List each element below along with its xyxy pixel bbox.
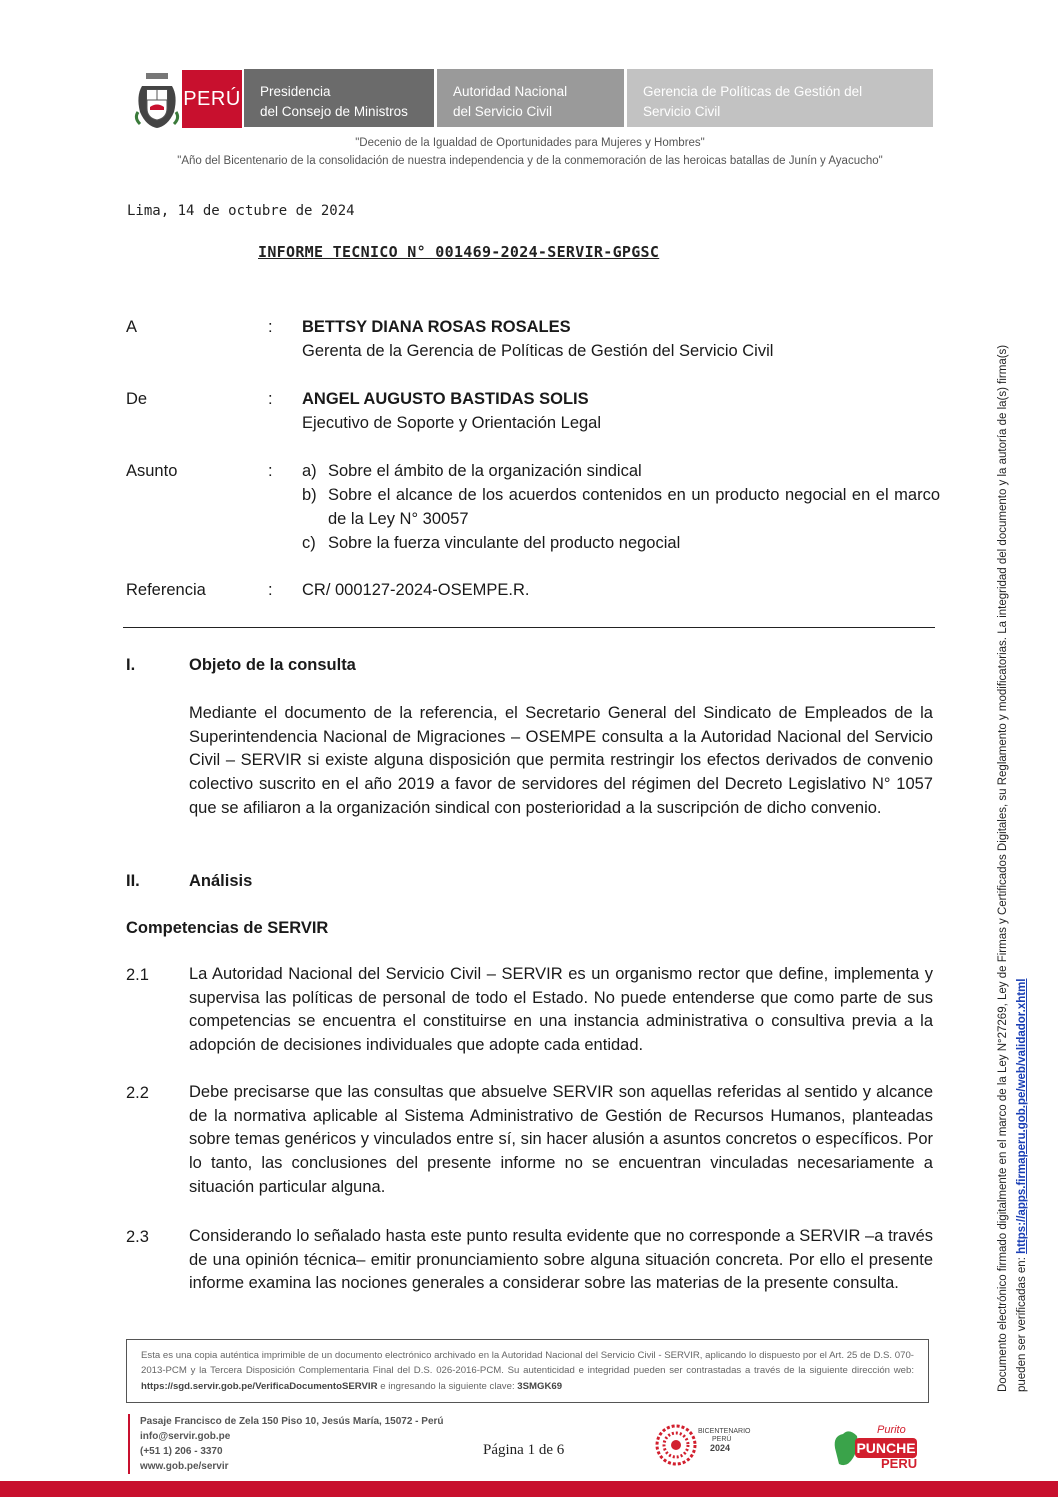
paragraph-number: 2.3 (126, 1228, 149, 1246)
paragraph-number: 2.2 (126, 1084, 149, 1102)
peru-coat-of-arms-icon (134, 72, 180, 130)
section1-number: I. (126, 656, 136, 674)
to-label: A (126, 318, 138, 336)
notice-mid: e ingresando la siguiente clave: (380, 1380, 515, 1392)
from-colon: : (268, 390, 273, 408)
subject-colon: : (268, 462, 273, 480)
section1-title: Objeto de la consulta (189, 656, 356, 674)
subject-text-a: Sobre el ámbito de la organización sindical (328, 462, 642, 480)
subsection-title: Competencias de SERVIR (126, 919, 329, 937)
header-gerencia-box (627, 69, 933, 127)
paragraph-number: 2.1 (126, 966, 149, 984)
peru-logo (182, 70, 242, 128)
subject-letter-a: a) (302, 462, 317, 480)
signature-note-line1: Documento electrónico firmado digitalmente en el marco de la Ley N°27269, Ley de Firmas y Certificados Digitales, su Reglamento y modificatorias. La integridad del documento y la autoría de la(s) firma(s) (997, 344, 1009, 1392)
subject-text-b: Sobre el alcance de los acuerdos contenidos en un producto negocial en el marco de la Ley N° 30057 (328, 486, 940, 528)
to-role: Gerenta de la Gerencia de Políticas de Gestión del Servicio Civil (302, 342, 774, 360)
digital-signature-note (994, 212, 1032, 1392)
validator-link[interactable]: https://apps.firmaperu.gob.pe/web/validador.xhtml (1016, 978, 1028, 1254)
section1-body: Mediante el documento de la referencia, el Secretario General del Sindicato de Empleados de la Superintendencia Nacional de Migraciones – OSEMPE consulta a la Autoridad Nacional del Servicio Civil – SERVIR si existe alguna disposición que permita restringir los efectos derivados de convenio colectivo suscrito en el año 2019 a favor de servidores del régimen del Decreto Legislativo N° 1057 que se afiliaron a la organización sindical con posterioridad a la suscripción de dicho convenio. (189, 704, 933, 817)
bicentenario-line2: PERÚ (712, 1436, 732, 1443)
to-colon: : (268, 318, 273, 336)
contact-block (128, 1414, 444, 1474)
svg-text:PUNCHE: PUNCHE (856, 1440, 916, 1456)
from-label: De (126, 390, 148, 408)
address: Pasaje Francisco de Zela 150 Piso 10, Jesús María, 15072 - Perú (140, 1416, 444, 1427)
header-servir-line2: del Servicio Civil (453, 104, 553, 119)
decade-motto: "Decenio de la Igualdad de Oportunidades para Mujeres y Hombres" (355, 137, 705, 149)
report-title: INFORME TECNICO N° 001469-2024-SERVIR-GPGSC (258, 243, 660, 261)
signature-note-line2 (1013, 212, 1032, 1392)
verification-key: 3SMGK69 (517, 1380, 563, 1392)
footer-red-bar (0, 1481, 1058, 1497)
bicentenario-line3: 2024 (710, 1443, 731, 1453)
divider (123, 627, 935, 628)
svg-text:Purito: Purito (877, 1424, 906, 1436)
subject-label: Asunto (126, 462, 178, 480)
reference-colon: : (268, 581, 273, 599)
section2-number: II. (126, 872, 140, 890)
bicentenario-line1: BICENTENARIO (698, 1428, 751, 1435)
verification-url[interactable]: https://sgd.servir.gob.pe/VerificaDocumentoSERVIR (141, 1380, 378, 1392)
paragraph-body: La Autoridad Nacional del Servicio Civil – SERVIR es un organismo rector que define, implementa y supervisa las políticas de personal de todo el Estado. No puede entenderse que como parte de sus competencias se encuentra el constituirse en una instancia administrativa o consultiva previa a la adopción de decisiones individuales que adopte cada entidad. (189, 965, 933, 1055)
reference-label: Referencia (126, 581, 206, 599)
header-servir-box (437, 69, 624, 127)
section2-title: Análisis (189, 872, 253, 890)
header-gerencia-line2: Servicio Civil (643, 104, 721, 119)
country-label: PERÚ (183, 87, 241, 110)
from-role: Ejecutivo de Soporte y Orientación Legal (302, 414, 602, 432)
paragraph-body: Considerando lo señalado hasta este punto resulta evidente que no corresponde a SERVIR –a través de una opinión técnica– emitir pronunciamiento sobre alguna situación concreta. Por ello el presente informe examina las nociones generales a considerar sobre las materias de la presente consulta. (189, 1227, 933, 1293)
to-name: BETTSY DIANA ROSAS ROSALES (302, 318, 571, 336)
page-number: Página 1 de 6 (483, 1442, 565, 1458)
year-motto: "Año del Bicentenario de la consolidación de nuestra independencia y de la conmemoración de las heroicas batallas de Junín y Ayacucho" (177, 155, 883, 167)
signature-note-prefix: pueden ser verificadas en: (1016, 1257, 1028, 1392)
header-pcm-line1: Presidencia (260, 84, 331, 99)
subject-text-c: Sobre la fuerza vinculante del producto negocial (328, 534, 681, 552)
header-servir-line1: Autoridad Nacional (453, 84, 568, 99)
website[interactable]: www.gob.pe/servir (140, 1461, 229, 1472)
header-pcm-line2: del Consejo de Ministros (260, 104, 408, 119)
svg-text:PERÚ: PERÚ (881, 1456, 918, 1471)
email[interactable]: info@servir.gob.pe (140, 1431, 231, 1442)
from-name: ANGEL AUGUSTO BASTIDAS SOLIS (302, 390, 589, 408)
bicentenario-text (698, 1428, 751, 1452)
paragraph-body: Debe precisarse que las consultas que absuelve SERVIR son aquellas referidas al sentido y alcance de la normativa aplicable al Sistema Administrativo de Gestión de Recursos Humanos, planteadas sobre temas genéricos y vinculados entre sí, sin hacer alusión a asuntos concretos o específicos. Por lo tanto, las conclusiones del presente informe no se encuentran vinculadas necesariamente a situación particular alguna. (189, 1083, 933, 1196)
document-date: Lima, 14 de octubre de 2024 (127, 203, 355, 219)
subject-letter-b: b) (302, 486, 317, 504)
subject-letter-c: c) (302, 534, 316, 552)
header-gerencia-line1: Gerencia de Políticas de Gestión del (643, 84, 863, 99)
reference-value: CR/ 000127-2024-OSEMPE.R. (302, 581, 530, 599)
authenticity-notice (126, 1339, 929, 1403)
phone: (+51 1) 206 - 3370 (140, 1446, 223, 1457)
notice-text: Esta es una copia auténtica imprimible de un documento electrónico archivado en la Autoridad Nacional del Servicio Civil - SERVIR, aplicando lo dispuesto por el Art. 25 de D.S. 070-2013-PCM y la Tercera Disposición Complementaria Final del D.S. 026-2016-PCM. Su autenticidad e integridad pueden ser contrastadas a través de la siguiente dirección web: (141, 1350, 914, 1377)
header-pcm-box (244, 69, 434, 127)
purito-peru-logo-icon (829, 1418, 921, 1474)
